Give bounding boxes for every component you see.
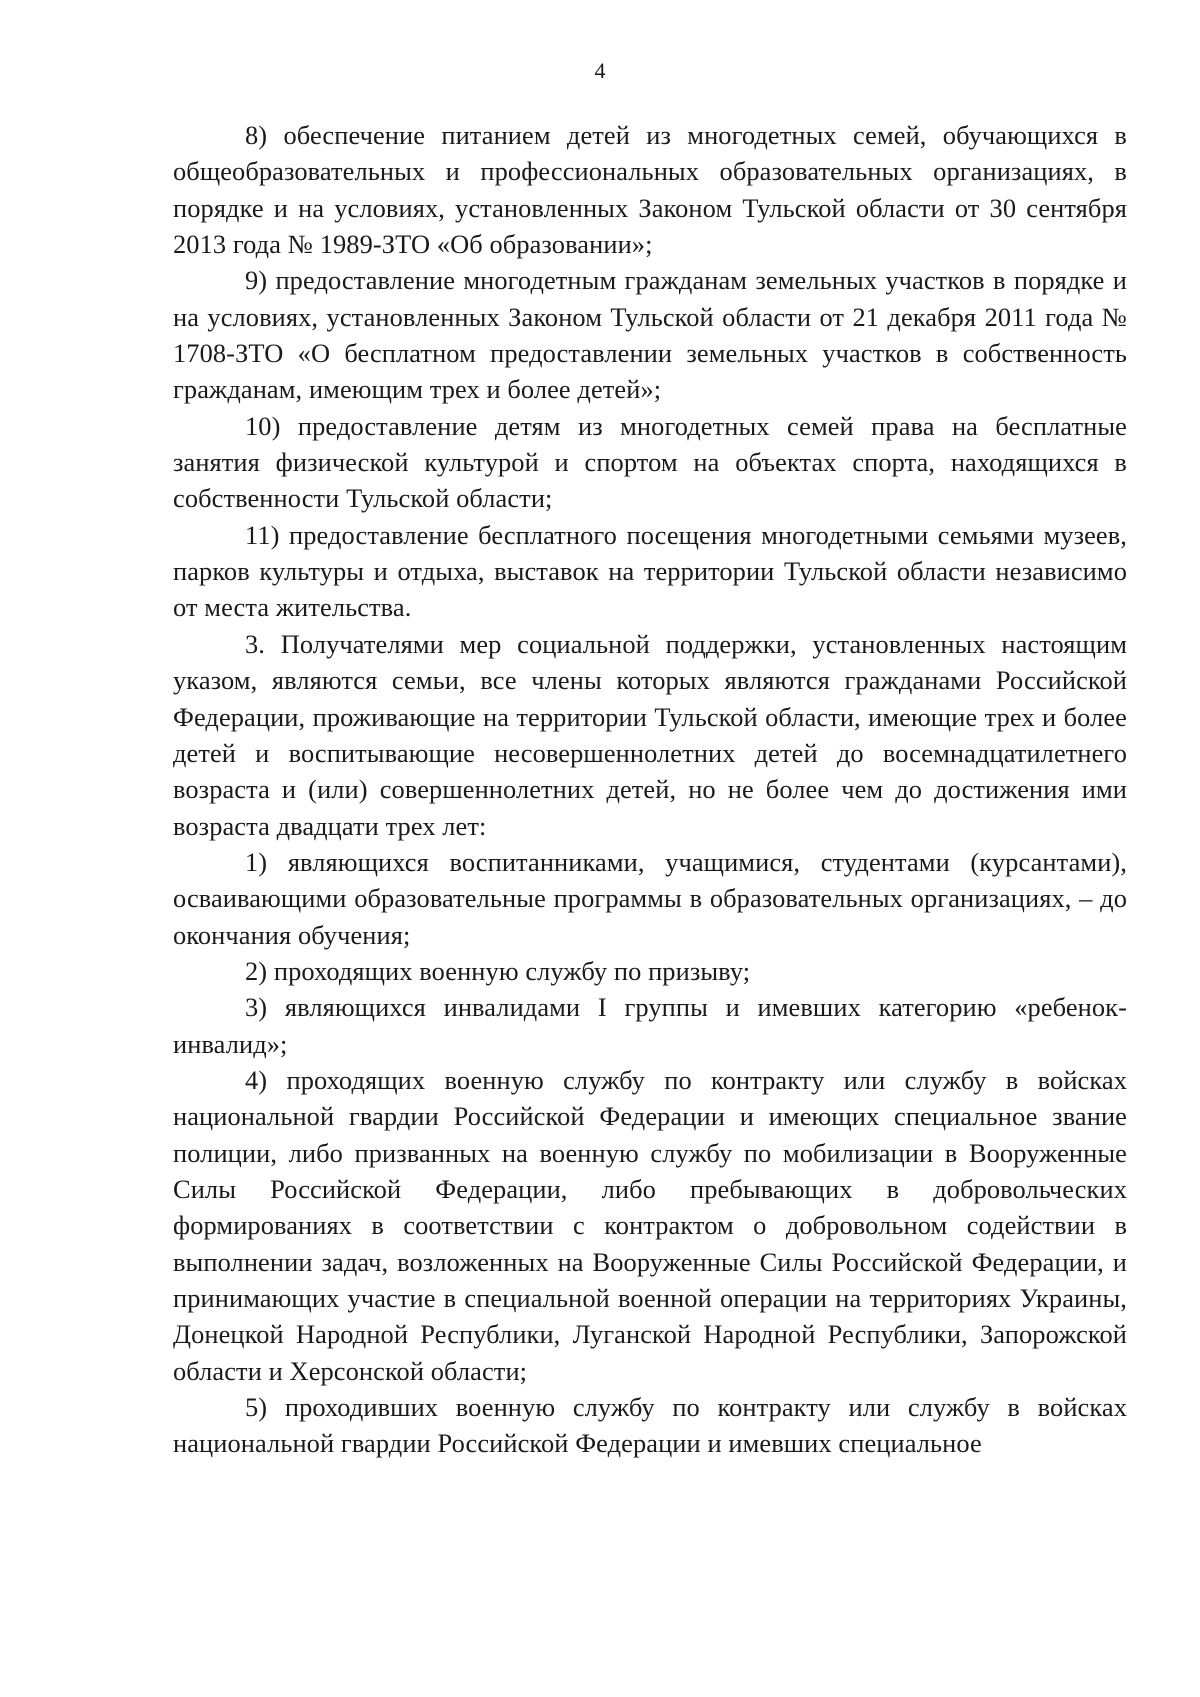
- paragraph-section-3: 3. Получателями мер социальной поддержки, установленных настоящим указом, являются семьи, все члены которых являются гражданами Российской Федерации, проживающие на территории Тульской области, имеющие трех и более детей и воспитывающие несовершеннолетних детей до восемнадцатилетнего возраста и (или) совершеннолетних детей, но не более чем до достижения ими возраста двадцати трех лет:: [173, 628, 1127, 841]
- paragraph-subitem-1: 1) являющихся воспитанниками, учащимися, студентами (курсантами), осваивающими образовательные программы в образовательных организациях, – до окончания обучения;: [173, 846, 1127, 950]
- paragraph-item-8: 8) обеспечение питанием детей из многодетных семей, обучающихся в общеобразовательных и профессиональных образовательных организациях, в порядке и на условиях, установленных Законом Тульской области от 30 сентября 2013 года № 1989-ЗТО «Об образовании»;: [173, 120, 1127, 260]
- paragraph-subitem-3: 3) являющихся инвалидами I группы и имевших категорию «ребенок-инвалид»;: [173, 992, 1127, 1059]
- paragraph-subitem-5: 5) проходивших военную службу по контракту или службу в войсках национальной гвардии Российской Федерации и имевших специальное: [173, 1392, 1127, 1459]
- paragraph-item-9: 9) предоставление многодетным гражданам земельных участков в порядке и на условиях, установленных Законом Тульской области от 21 декабря 2011 года № 1708-ЗТО «О бесплатном предоставлении земельных участков в собственность гражданам, имеющим трех и более детей»;: [173, 265, 1127, 405]
- paragraph-item-10: 10) предоставление детям из многодетных семей права на бесплатные занятия физической культурой и спортом на объектах спорта, находящихся в собственности Тульской области;: [173, 410, 1127, 514]
- page-number: 4: [594, 58, 606, 83]
- document-body: [173, 117, 1127, 1462]
- paragraph-item-11: 11) предоставление бесплатного посещения многодетными семьями музеев, парков культуры и отдыха, выставок на территории Тульской области независимо от места жительства.: [173, 519, 1127, 623]
- paragraph-subitem-2: 2) проходящих военную службу по призыву;: [245, 955, 751, 986]
- paragraph-subitem-4: 4) проходящих военную службу по контракту или службу в войсках национальной гвардии Российской Федерации и имеющих специальное звание полиции, либо призванных на военную службу по мобилизации в Вооруженные Силы Российской Федерации, либо пребывающих в добровольческих формированиях в соответствии с контрактом о добровольном содействии в выполнении задач, возложенных на Вооруженные Силы Российской Федерации, и принимающих участие в специальной военной операции на территориях Украины, Донецкой Народной Республики, Луганской Народной Республики, Запорожской области и Херсонской области;: [173, 1064, 1127, 1386]
